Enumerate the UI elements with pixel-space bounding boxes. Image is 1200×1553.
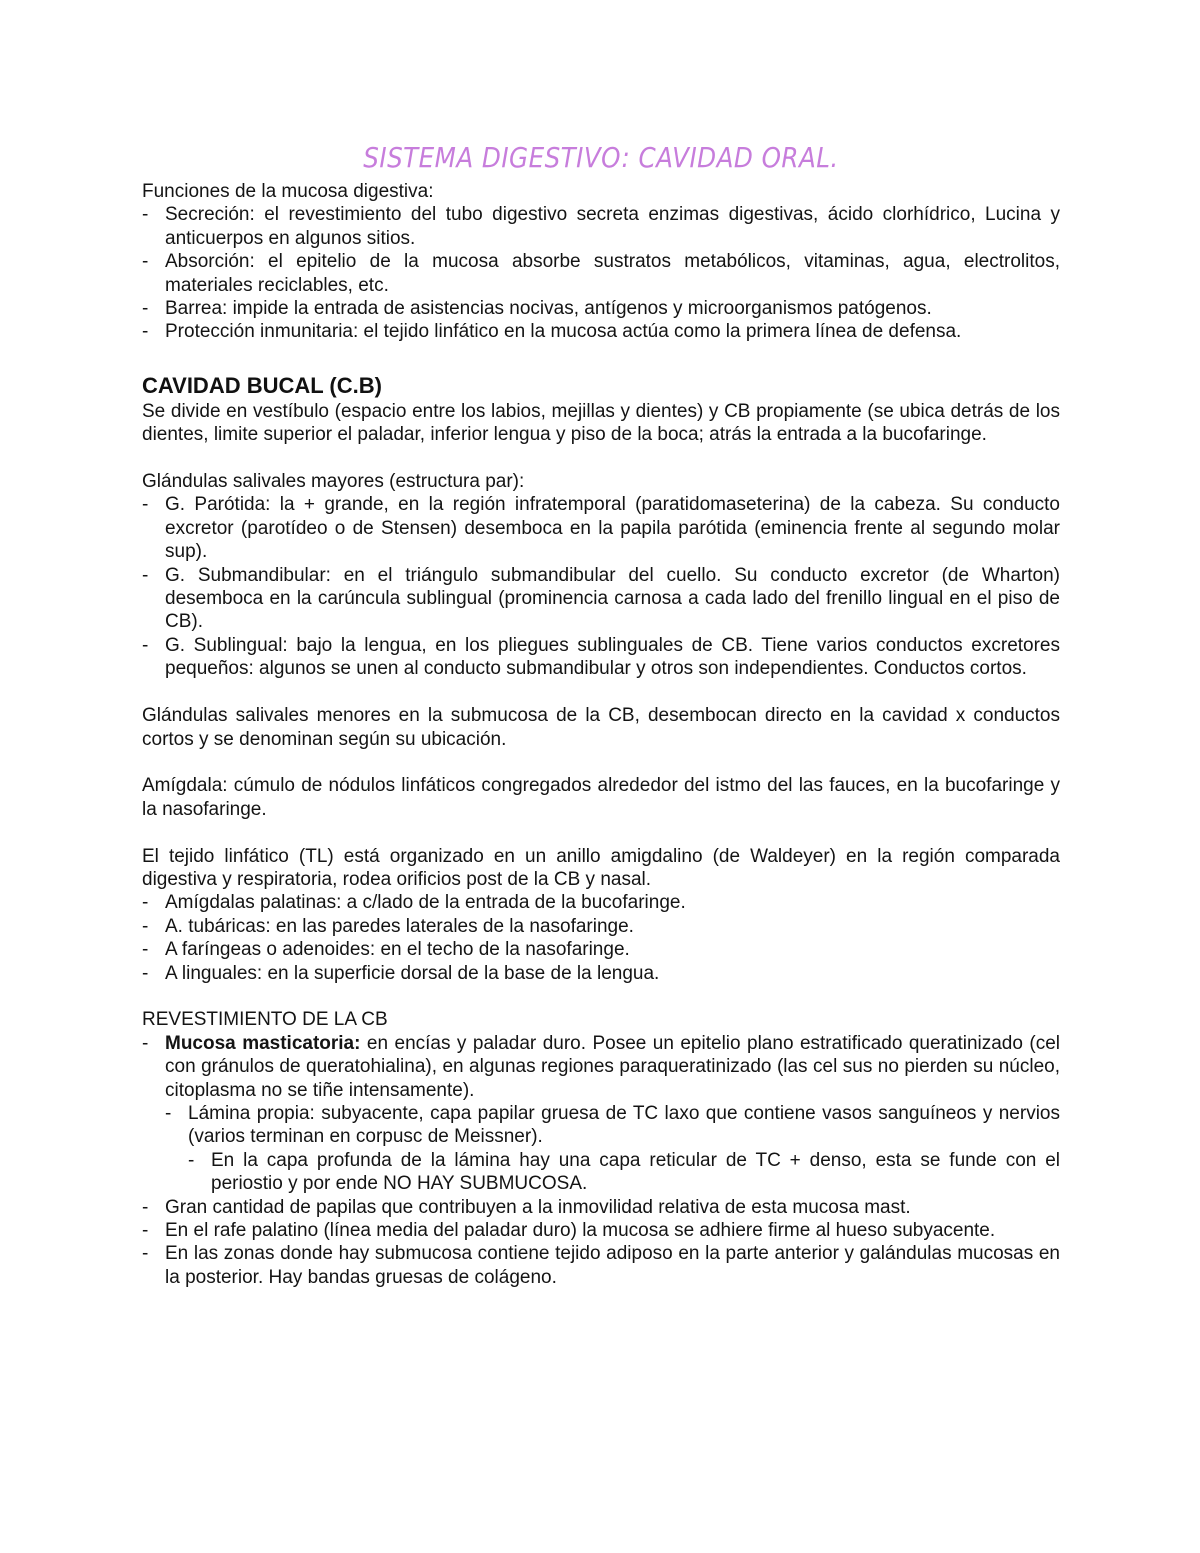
mucosa-masticatoria-text: en encías y paladar duro. Posee un epitelio plano estratificado queratinizado (cel con gránulos de queratohialina), en algunas regiones paraqueratinizado (las cel sus no pierden su núcleo, citoplasma no se tiñe intensamente). [165, 1032, 1060, 1101]
list-item: - Gran cantidad de papilas que contribuyen a la inmovilidad relativa de esta mucosa mast. [142, 1196, 1060, 1219]
list-item: - Absorción: el epitelio de la mucosa absorbe sustratos metabólicos, vitaminas, agua, electrolitos, materiales reciclables, etc. [142, 250, 1060, 297]
cavidad-intro: Se divide en vestíbulo (espacio entre los labios, mejillas y dientes) y CB propiamente (se ubica detrás de los dientes, limite superior el paladar, inferior lengua y piso de la boca; atrás la entrada a la bucofaringe. [142, 400, 1060, 446]
list-item: - A linguales: en la superficie dorsal de la base de la lengua. [142, 962, 1060, 985]
list-item-capa: - En la capa profunda de la lámina hay una capa reticular de TC + denso, esta se funde con el periostio y por ende NO HAY SUBMUCOSA. [142, 1149, 1060, 1196]
list-item-lamina: - Lámina propia: subyacente, capa papilar gruesa de TC laxo que contiene vasos sanguíneos y nervios (varios terminan en corpusc de Meissner). [142, 1102, 1060, 1149]
document-title: SISTEMA DIGESTIVO: CAVIDAD ORAL. [363, 141, 839, 174]
section-heading-cavidad: CAVIDAD BUCAL (C.B) [142, 372, 382, 398]
tejido-list [142, 891, 1060, 985]
list-item: - G. Parótida: la + grande, en la región infratemporal (paratidomaseterina) de la cabeza. Su conducto excretor (parotídeo o de Stensen) desemboca en la papila parótida (eminencia frente al segundo molar sup). [142, 493, 1060, 563]
list-item: - Secreción: el revestimiento del tubo digestivo secreta enzimas digestivas, ácido clorhídrico, Lucina y anticuerpos en algunos sitios. [142, 203, 1060, 250]
menores-paragraph: Glándulas salivales menores en la submucosa de la CB, desembocan directo en la cavidad x conductos cortos y se denominan según su ubicación. [142, 705, 1060, 750]
list-item: - Amígdalas palatinas: a c/lado de la entrada de la bucofaringe. [142, 891, 1060, 914]
list-item: - Barrea: impide la entrada de asistencias nocivas, antígenos y microorganismos patógenos. [142, 297, 1060, 320]
funciones-intro: Funciones de la mucosa digestiva: [142, 181, 434, 202]
list-item: - A faríngeas o adenoides: en el techo de la nasofaringe. [142, 938, 1060, 961]
list-item: - G. Submandibular: en el triángulo submandibular del cuello. Su conducto excretor (de Wharton) desemboca en la carúncula sublingual (prominencia carnosa a cada lado del frenillo lingual en el piso de CB). [142, 564, 1060, 634]
document-page [142, 138, 1060, 1289]
mucosa-masticatoria-label: Mucosa masticatoria: [165, 1032, 361, 1054]
revestimiento-heading: REVESTIMIENTO DE LA CB [142, 1009, 388, 1031]
list-item: - G. Sublingual: bajo la lengua, en los pliegues sublinguales de CB. Tiene varios conductos excretores pequeños: algunos se unen al conducto submandibular y otros son independientes. Conductos cortos. [142, 634, 1060, 681]
list-item: - A. tubáricas: en las paredes laterales de la nasofaringe. [142, 915, 1060, 938]
tejido-intro: El tejido linfático (TL) está organizado en un anillo amigdalino (de Waldeyer) en la región comparada digestiva y respiratoria, rodea orificios post de la CB y nasal. [142, 845, 1060, 890]
list-item-mucosa-masticatoria [142, 1032, 1060, 1102]
mayores-list [142, 493, 1060, 680]
revestimiento-list [142, 1032, 1060, 1289]
list-item: - En las zonas donde hay submucosa contiene tejido adiposo en la parte anterior y galándulas mucosas en la posterior. Hay bandas gruesas de colágeno. [142, 1242, 1060, 1289]
list-item: - Protección inmunitaria: el tejido linfático en la mucosa actúa como la primera línea de defensa. [142, 320, 1060, 343]
mayores-intro: Glándulas salivales mayores (estructura par): [142, 471, 525, 493]
funciones-list [142, 203, 1060, 343]
amigdala-paragraph: Amígdala: cúmulo de nódulos linfáticos congregados alrededor del istmo del las fauces, en la bucofaringe y la nasofaringe. [142, 775, 1060, 820]
list-item: - En el rafe palatino (línea media del paladar duro) la mucosa se adhiere firme al hueso subyacente. [142, 1219, 1060, 1242]
